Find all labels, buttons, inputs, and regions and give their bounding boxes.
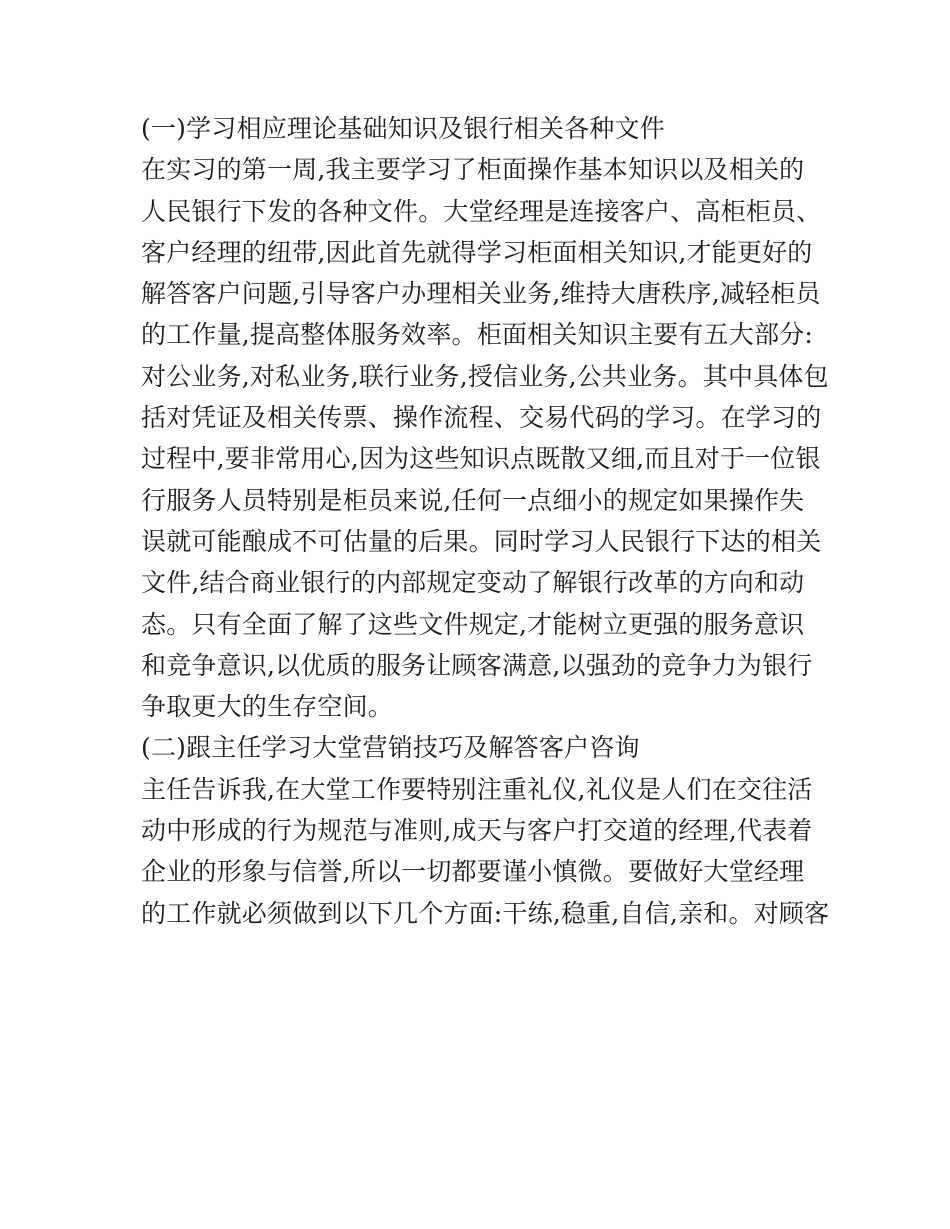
section-heading-2: (二)跟主任学习大堂营销技巧及解答客户咨询 xyxy=(141,733,640,763)
paragraph-line: 行服务人员特别是柜员来说,任何一点细小的规定如果操作失 xyxy=(141,485,805,515)
paragraph-line: 对公业务,对私业务,联行业务,授信业务,公共业务。其中具体包 xyxy=(141,361,829,391)
paragraph-line: 在实习的第一周,我主要学习了柜面操作基本知识以及相关的 xyxy=(141,155,805,185)
paragraph-line: 动中形成的行为规范与准则,成天与客户打交道的经理,代表着 xyxy=(141,816,813,846)
paragraph-line: 解答客户问题,引导客户办理相关业务,维持大唐秩序,减轻柜员 xyxy=(141,279,821,309)
paragraph-line: 争取更大的生存空间。 xyxy=(141,692,394,722)
paragraph-line: 过程中,要非常用心,因为这些知识点既散又细,而且对于一位银 xyxy=(141,444,821,474)
paragraph-line: 主任告诉我,在大堂工作要特别注重礼仪,礼仪是人们在交往活 xyxy=(141,774,813,804)
section-heading-1: (一)学习相应理论基础知识及银行相关各种文件 xyxy=(141,114,665,143)
paragraph-line: 括对凭证及相关传票、操作流程、交易代码的学习。在学习的 xyxy=(141,403,822,433)
paragraph-line: 的工作就必须做到以下几个方面:干练,稳重,自信,亲和。对顾客 xyxy=(141,898,830,928)
paragraph-line: 客户经理的纽带,因此首先就得学习柜面相关知识,才能更好的 xyxy=(141,237,813,267)
paragraph-line: 人民银行下发的各种文件。大堂经理是连接客户、高柜柜员、 xyxy=(141,196,822,226)
paragraph-line: 文件,结合商业银行的内部规定变动了解银行改革的方向和动 xyxy=(141,568,805,598)
paragraph-line: 企业的形象与信誉,所以一切都要谨小慎微。要做好大堂经理 xyxy=(141,857,805,887)
paragraph-line: 的工作量,提高整体服务效率。柜面相关知识主要有五大部分: xyxy=(141,320,813,350)
paragraph-line: 态。只有全面了解了这些文件规定,才能树立更强的服务意识 xyxy=(141,609,805,639)
document-body xyxy=(141,108,830,934)
paragraph-line: 和竞争意识,以优质的服务让顾客满意,以强劲的竞争力为银行 xyxy=(141,650,813,680)
paragraph-line: 误就可能酿成不可估量的后果。同时学习人民银行下达的相关 xyxy=(141,526,822,556)
